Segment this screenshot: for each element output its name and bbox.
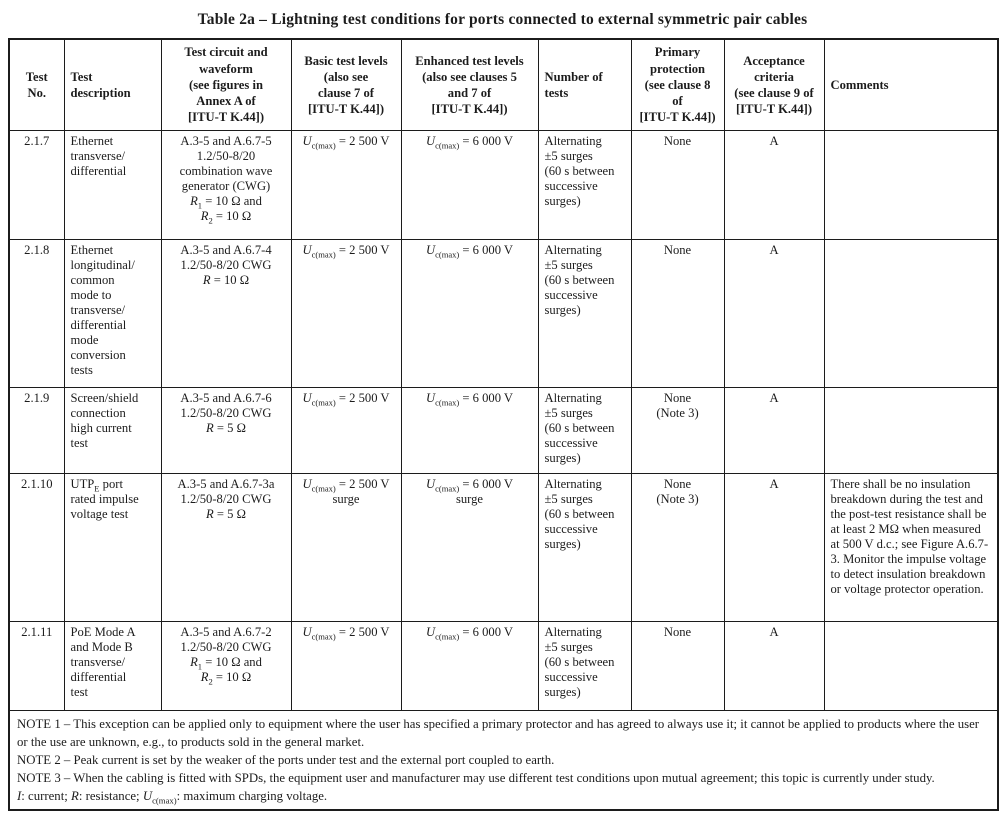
acceptance-criteria-cell: A [724, 130, 824, 239]
table-body [9, 130, 998, 710]
test-description-cell: Ethernet longitudinal/ common mode to transverse/ differential mode conversion tests [64, 239, 161, 387]
note-line: NOTE 2 – Peak current is set by the weaker of the ports under test and the external port coupled to earth. [17, 752, 555, 767]
primary-protection-cell: None [631, 239, 724, 387]
primary-protection-cell: None [631, 621, 724, 710]
table-row [9, 473, 998, 621]
acceptance-criteria-cell: A [724, 473, 824, 621]
primary-protection-header: Primary protection (see clause 8 of [ITU-T K.44]) [631, 39, 724, 130]
test-no-cell: 2.1.11 [9, 621, 64, 710]
enhanced-test-levels-header: Enhanced test levels (also see clauses 5 and 7 of [ITU-T K.44]) [401, 39, 538, 130]
note-line: NOTE 3 – When the cabling is fitted with SPDs, the equipment user and manufacturer may use different test conditions upon mutual agreement; this topic is currently under study. [17, 770, 935, 785]
enhanced-test-levels-cell: $U_{c(max)} = 6$ 000 V surge [401, 473, 538, 621]
number-of-tests-header: Number of tests [538, 39, 631, 130]
number-of-tests-cell: Alternating ±5 surges (60 s between successive surges) [538, 239, 631, 387]
note-line: NOTE 1 – This exception can be applied only to equipment where the user has specified a primary protector and has agreed to always use it; it cannot be applied to products where the user or the use are unknown, e.g., to products sold in the general market. [17, 716, 980, 749]
comments-header: Comments [824, 39, 998, 130]
enhanced-test-levels-cell: $U_{c(max)} = 6$ 000 V [401, 239, 538, 387]
test-description-cell: $UTP_E$ port rated impulse voltage test [64, 473, 161, 621]
test-circuit-cell: A.3-5 and A.6.7-6 1.2/50-8/20 CWG R = 5 Ω [161, 387, 291, 473]
table-row [9, 130, 998, 239]
header-row [9, 39, 998, 130]
test-circuit-header: Test circuit and waveform (see figures in Annex A of [ITU-T K.44]) [161, 39, 291, 130]
acceptance-criteria-cell: A [724, 621, 824, 710]
test-no-cell: 2.1.7 [9, 130, 64, 239]
acceptance-criteria-cell: A [724, 239, 824, 387]
table-row [9, 387, 998, 473]
acceptance-criteria-cell: A [724, 387, 824, 473]
enhanced-test-levels-cell: $U_{c(max)} = 6$ 000 V [401, 621, 538, 710]
lightning-test-table [8, 38, 999, 811]
test-no-cell: 2.1.8 [9, 239, 64, 387]
table-header [9, 39, 998, 130]
table-title: Table 2a – Lightning test conditions for ports connected to external symmetric pair cables [197, 11, 808, 28]
number-of-tests-cell: Alternating ±5 surges (60 s between successive surges) [538, 473, 631, 621]
comments-cell [824, 239, 998, 387]
basic-test-levels-cell: $U_{c(max)} = 2$ 500 V [291, 387, 401, 473]
basic-test-levels-cell: $U_{c(max)} = 2$ 500 V [291, 621, 401, 710]
test-no-cell: 2.1.10 [9, 473, 64, 621]
basic-test-levels-cell: $U_{c(max)} = 2$ 500 V [291, 130, 401, 239]
table-row [9, 621, 998, 710]
test-description-cell: Ethernet transverse/ differential [64, 130, 161, 239]
comments-cell [824, 621, 998, 710]
acceptance-criteria-header: Acceptance criteria (see clause 9 of [ITU-T K.44]) [724, 39, 824, 130]
test-no-header: Test No. [9, 39, 64, 130]
basic-test-levels-header: Basic test levels (also see clause 7 of [ITU-T K.44]) [291, 39, 401, 130]
notes-row [9, 710, 998, 810]
basic-test-levels-cell: $U_{c(max)} = 2$ 500 V [291, 239, 401, 387]
number-of-tests-cell: Alternating ±5 surges (60 s between successive surges) [538, 387, 631, 473]
test-no-cell: 2.1.9 [9, 387, 64, 473]
test-circuit-cell: A.3-5 and A.6.7-3a 1.2/50-8/20 CWG R = 5 Ω [161, 473, 291, 621]
comments-cell [824, 130, 998, 239]
comments-cell [824, 387, 998, 473]
table-footer [9, 710, 998, 810]
primary-protection-cell: None (Note 3) [631, 473, 724, 621]
note-line: I: current; R: resistance; $U_{c(max)}$: maximum charging voltage. [17, 789, 328, 806]
test-circuit-cell: A.3-5 and A.6.7-4 1.2/50-8/20 CWG R = 10 Ω [161, 239, 291, 387]
number-of-tests-cell: Alternating ±5 surges (60 s between successive surges) [538, 130, 631, 239]
test-circuit-cell: A.3-5 and A.6.7-5 1.2/50-8/20 combination wave generator (CWG) $R_1 = 10$ Ω and $R_2 = 10$ Ω [161, 130, 291, 239]
table-row [9, 239, 998, 387]
comments-cell: There shall be no insulation breakdown during the test and the post-test resistance shall be at least 2 MΩ when measured at 500 V d.c.; see Figure A.6.7-3. Monitor the impulse voltage to detect insulation breakdown or voltage protector operation. [824, 473, 998, 621]
primary-protection-cell: None (Note 3) [631, 387, 724, 473]
primary-protection-cell: None [631, 130, 724, 239]
test-description-cell: PoE Mode A and Mode B transverse/ differential test [64, 621, 161, 710]
number-of-tests-cell: Alternating ±5 surges (60 s between successive surges) [538, 621, 631, 710]
notes-cell [9, 710, 998, 810]
test-circuit-cell: A.3-5 and A.6.7-2 1.2/50-8/20 CWG $R_1 = 10$ Ω and $R_2 = 10$ Ω [161, 621, 291, 710]
test-description-cell: Screen/shield connection high current test [64, 387, 161, 473]
basic-test-levels-cell: $U_{c(max)} = 2$ 500 V surge [291, 473, 401, 621]
enhanced-test-levels-cell: $U_{c(max)} = 6$ 000 V [401, 130, 538, 239]
test-description-header: Test description [64, 39, 161, 130]
enhanced-test-levels-cell: $U_{c(max)} = 6$ 000 V [401, 387, 538, 473]
